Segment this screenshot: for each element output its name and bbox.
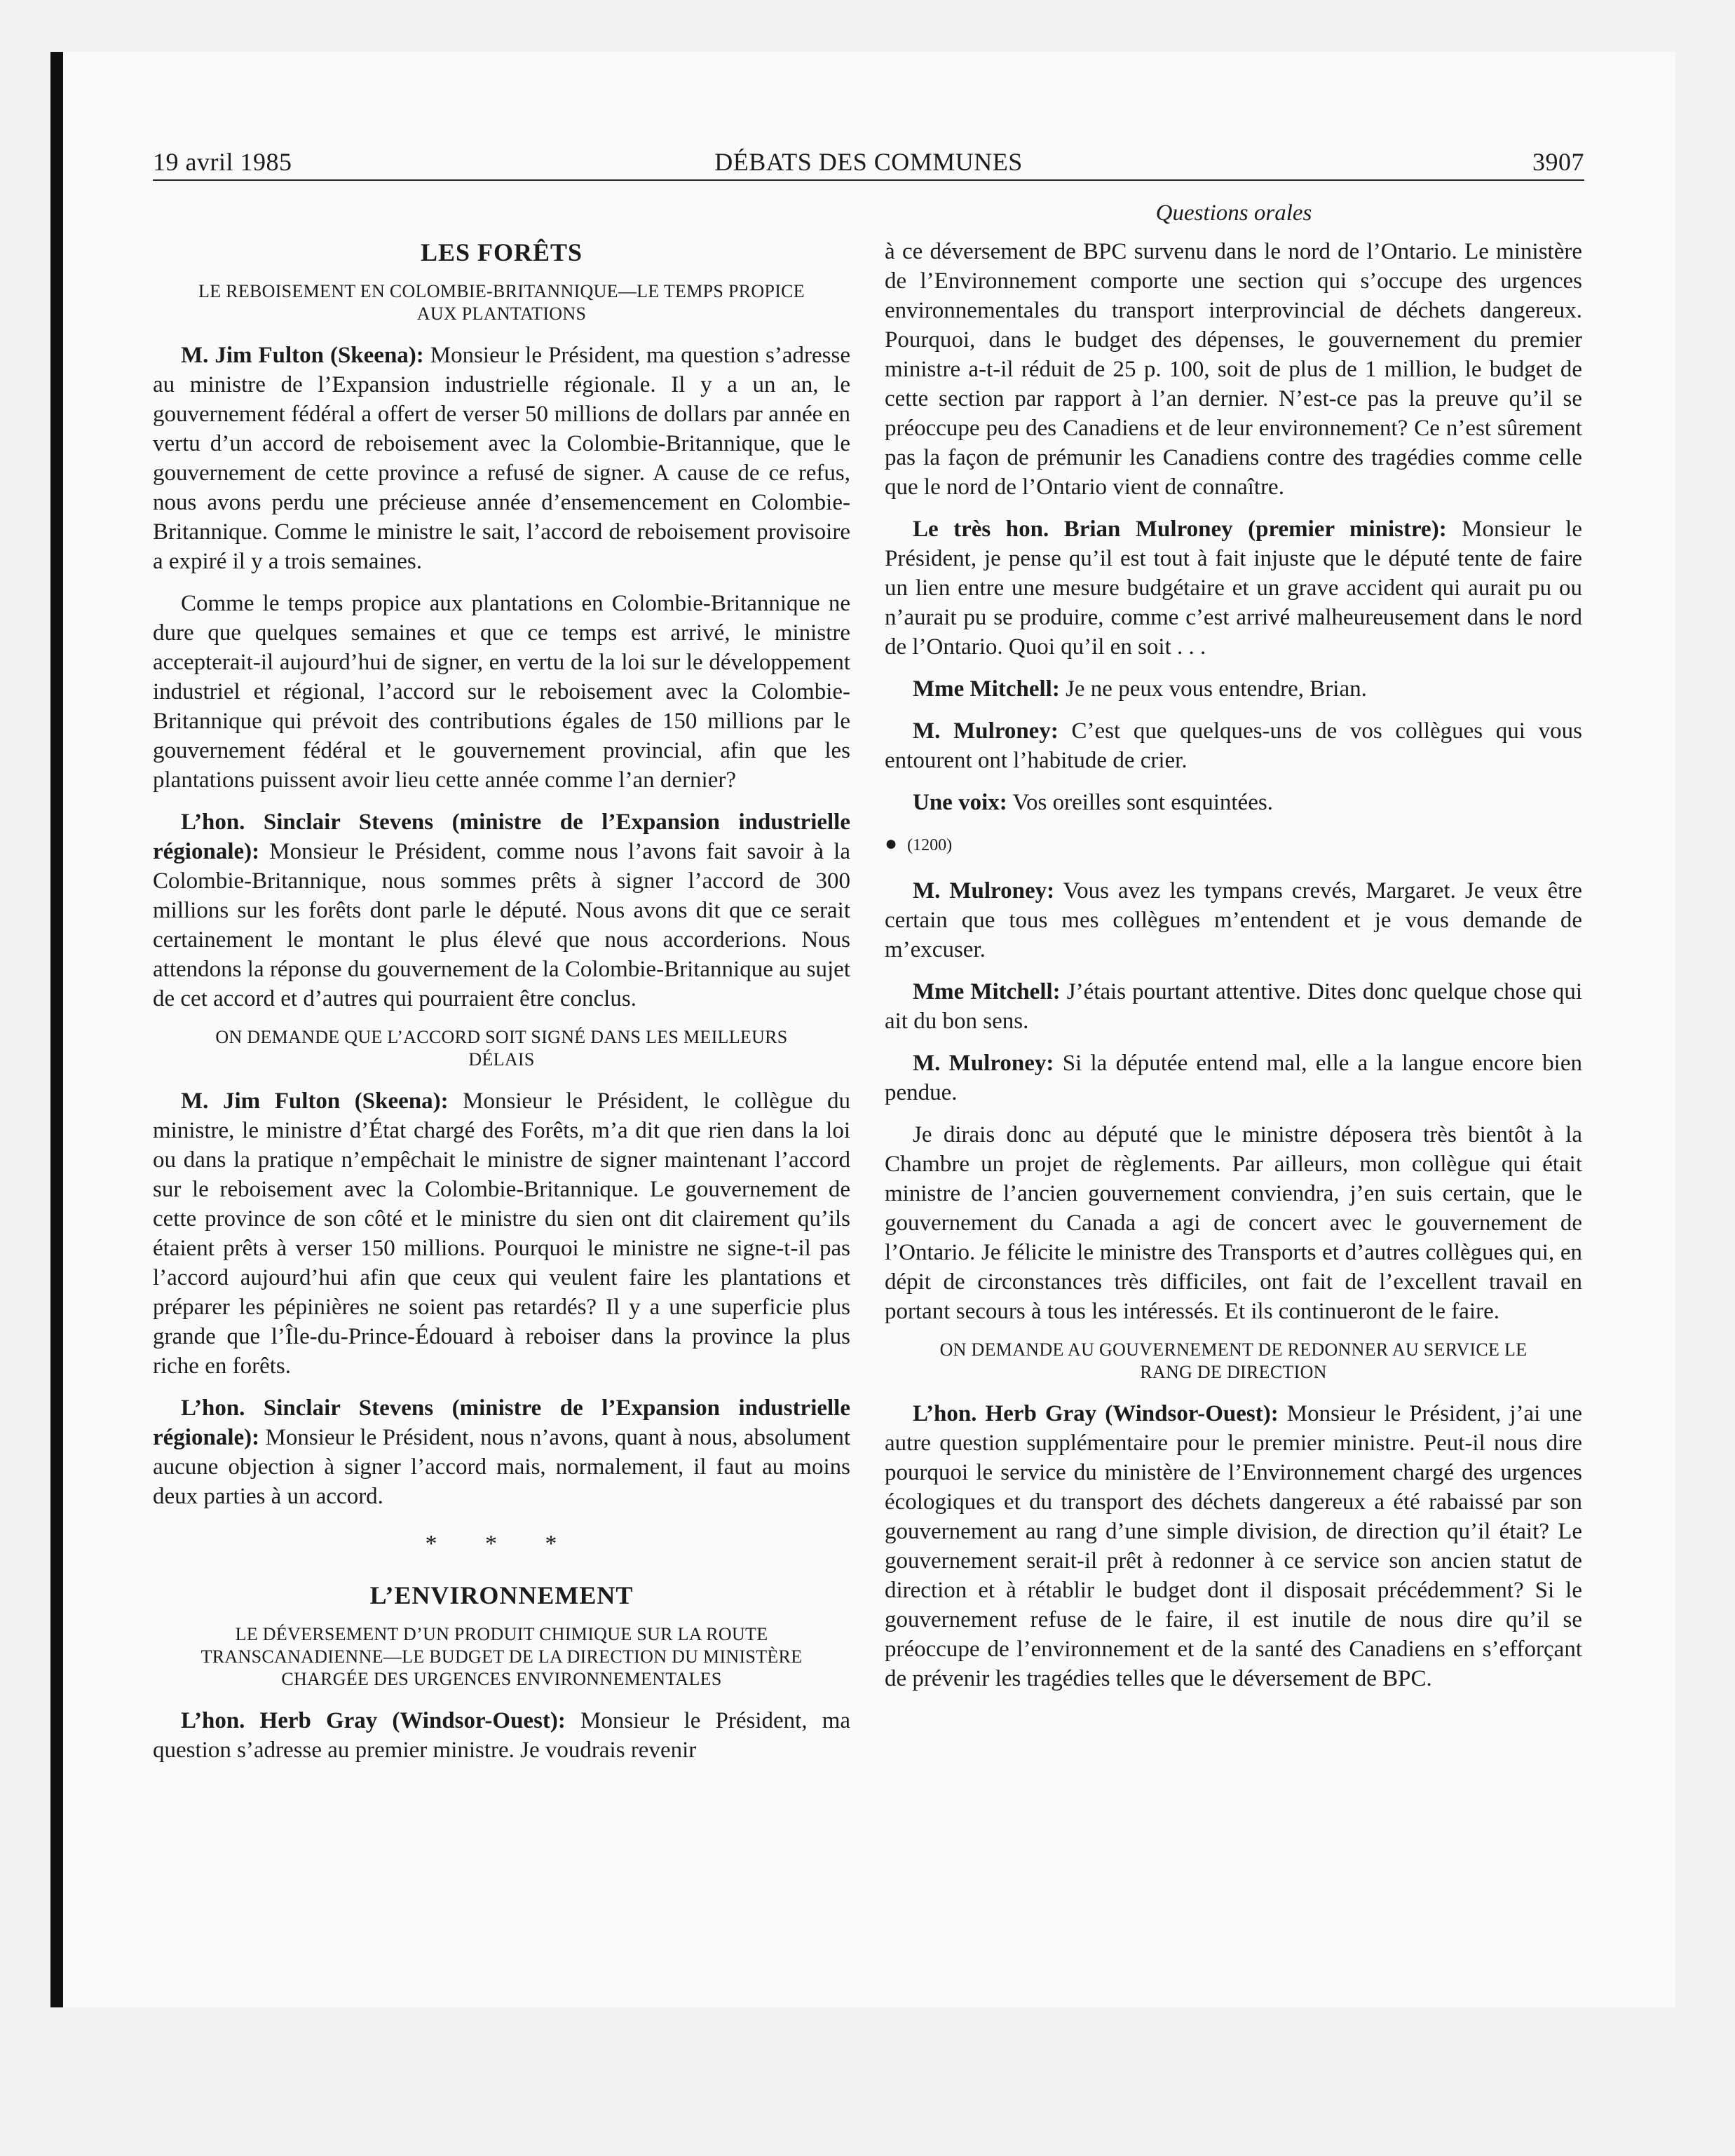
speaker-name: L’hon. Herb Gray (Windsor-Ouest): [913, 1401, 1279, 1426]
paragraph [885, 716, 1582, 775]
paragraph-text: Monsieur le Président, comme nous l’avons fait savoir à la Colombie-Britannique, nous sommes prêts à signer l’accord de 300 millions sur les forêts dont parle le député. Nous avons dit que ce serait certainement le montant le plus élevé que nous accorderions. Nous attendons la réponse du gouvernement de la Colombie-Britannique au sujet de cet accord et d’autres qui pourraient être conclus. [153, 839, 850, 1011]
speaker-name: L’hon. Sinclair Stevens (ministre de l’Expansion industrielle régionale): [153, 810, 850, 864]
speaker-name: Mme Mitchell: [913, 676, 1060, 702]
section-title-forests: LES FORÊTS [420, 238, 583, 266]
paragraph-text: Je ne peux vous entendre, Brian. [1059, 676, 1367, 702]
paragraph-text: C’est que quelques-uns de vos collègues qui vous entourent ont l’habitude de crier. [885, 718, 1582, 773]
paragraph [153, 1706, 850, 1765]
paragraph: à ce déversement de BPC survenu dans le nord de l’Ontario. Le ministère de l’Environnement comporte une section qui s’occupe des urgences environnementales du transport interprovincial de déchets dangereux. Pourquoi, dans le budget des dépenses, le gouvernement du premier ministre a-t-il réduit de 25 p. 100, soit de plus de 1 million, le budget de cette section par rapport à l’an dernier. N’est-ce pas la preuve qu’il se préoccupe peu des Canadiens et de leur environnement? Ce n’est sûrement pas la façon de prémunir les Canadiens contre des tragédies comme celle que le nord de l’Ontario vient de connaître. [885, 239, 1582, 500]
paragraph [885, 1049, 1582, 1107]
speaker-name: M. Mulroney: [913, 1051, 1054, 1076]
subheading-reforestation: LE REBOISEMENT EN COLOMBIE-BRITANNIQUE—LE TEMPS PROPICE AUX PLANTATIONS [198, 281, 805, 324]
header-date: 19 avril 1985 [153, 148, 292, 176]
speaker-name: L’hon. Herb Gray (Windsor-Ouest): [181, 1708, 566, 1733]
paragraph-text: Si la députée entend mal, elle a la langue encore bien pendue. [885, 1051, 1583, 1105]
time-marker [885, 830, 1582, 859]
right-column [885, 237, 1582, 1706]
speaker-name: M. Mulroney: [913, 878, 1055, 903]
scan-edge [50, 52, 63, 2007]
paragraph: Comme le temps propice aux plantations en Colombie-Britannique ne dure que quelques semaines et que ce temps est arrivé, le ministre accepterait-il aujourd’hui de signer, en vertu de la loi sur le développement industriel et régional, l’accord sur le reboisement avec la Colombie-Britannique qui prévoit des contributions égales de 150 millions par le gouvernement fédéral et le gouvernement provincial, afin que les plantations puissent avoir lieu cette année comme l’an dernier? [153, 591, 850, 793]
left-column [153, 237, 850, 1778]
paragraph [885, 876, 1582, 964]
paragraph [153, 807, 850, 1014]
paragraph-text: Vos oreilles sont esquintées. [1007, 790, 1273, 815]
section-title-environment: L’ENVIRONNEMENT [369, 1581, 634, 1609]
speaker-name: L’hon. Sinclair Stevens (ministre de l’Expansion industrielle régionale): [153, 1396, 850, 1450]
paragraph-text: Monsieur le Président, ma question s’adresse au premier ministre. Je voudrais revenir [153, 1708, 851, 1763]
speaker-name: M. Jim Fulton (Skeena): [181, 343, 424, 368]
paragraph-text: Monsieur le Président, nous n’avons, quant à nous, absolument aucune objection à signer l’accord mais, normalement, il faut au moins deux parties à un accord. [153, 1425, 850, 1509]
subheading-agreement: ON DEMANDE QUE L’ACCORD SOIT SIGNÉ DANS LES MEILLEURS DÉLAIS [215, 1027, 788, 1070]
speaker-name: M. Jim Fulton (Skeena): [181, 1089, 449, 1114]
subheading-chemical-spill: LE DÉVERSEMENT D’UN PRODUIT CHIMIQUE SUR LA ROUTE TRANSCANADIENNE—LE BUDGET DE LA DIRECTION DU MINISTÈRE CHARGÉE DES URGENCES ENVIRONNEMENTALES [200, 1624, 803, 1689]
paragraph-text: Monsieur le Président, je pense qu’il est tout à fait injuste que le député tente de faire un lien entre une mesure budgétaire et un grave accident qui aurait pu ou n’aurait pu se produire, comme c’est arrivé malheureusement dans le nord de l’Ontario. Quoi qu’il en soit . . . [885, 517, 1582, 660]
speaker-name: Le très hon. Brian Mulroney (premier ministre): [913, 517, 1447, 542]
paragraph [885, 788, 1582, 817]
speaker-name: M. Mulroney: [913, 718, 1059, 744]
time-marker-text: (1200) [907, 836, 953, 854]
speaker-name: Mme Mitchell: [913, 979, 1061, 1004]
paragraph [153, 1393, 850, 1511]
header-rule [153, 179, 1584, 181]
paragraph [885, 1399, 1582, 1693]
paragraph [885, 674, 1582, 704]
paragraph-text: Monsieur le Président, j’ai une autre question supplémentaire pour le premier ministre. Peut-il nous dire pourquoi le service du ministère de l’Environnement chargé des urgences écologiques et du transport des déchets dangereux a été rabaissé par son gouvernement au rang d’une simple division, de direction qu’il était? Le gouvernement serait-il prêt à redonner à ce service son ancien statut de direction et à rétablir le budget dont il disposait précédemment? Si le gouvernement refuse de le faire, il est inutile de nous dire qu’il se préoccupe de l’environnement et de la santé des Canadiens en s’efforçant de prévenir les tragédies telles que le déversement de BPC. [885, 1401, 1582, 1691]
running-head: Questions orales [1155, 200, 1312, 226]
header-publication: DÉBATS DES COMMUNES [714, 148, 1023, 176]
paragraph-text: Monsieur le Président, ma question s’adresse au ministre de l’Expansion industrielle régionale. Il y a un an, le gouvernement fédéral a offert de verser 50 millions de dollars par année en vertu d’un accord de reboisement avec la Colombie-Britannique, que le gouvernement de cette province a refusé de signer. A cause de ce refus, nous avons perdu une précieuse année d’ensemencement en Colombie-Britannique. Comme le ministre le sait, l’accord de reboisement provisoire a expiré il y a trois semaines. [153, 343, 850, 574]
page-header [153, 147, 1584, 182]
subheading-directorate: ON DEMANDE AU GOUVERNEMENT DE REDONNER AU SERVICE LE RANG DE DIRECTION [939, 1339, 1528, 1382]
header-page-number: 3907 [1532, 148, 1584, 176]
paragraph [153, 341, 850, 576]
section-separator: * * * [425, 1531, 578, 1557]
paragraph-text: Vous avez les tympans crevés, Margaret. Je veux être certain que tous mes collègues m’entendent et je vous demande de m’excuser. [885, 878, 1582, 962]
paragraph: Je dirais donc au député que le ministre déposera très bientôt à la Chambre un projet de règlements. Par ailleurs, mon collègue qui était ministre de l’ancien gouvernement conviendra, j’en suis certain, que le gouvernement du Canada a agi de concert avec le gouvernement de l’Ontario. Je félicite le ministre des Transports et d’autres collègues qui, en dépit de circonstances très difficiles, ont fait de l’excellent travail en portant secours à tous les intéressés. Et ils continueront de le faire. [885, 1122, 1582, 1324]
paragraph-text: J’étais pourtant attentive. Dites donc quelque chose qui ait du bon sens. [885, 979, 1583, 1034]
paragraph-text: Monsieur le Président, le collègue du ministre, le ministre d’État chargé des Forêts, m’a dit que rien dans la loi ou dans la pratique n’empêchait le ministre de signer maintenant l’accord sur le reboisement avec la Colombie-Britannique. Le gouvernement de cette province de son côté et le ministre du sien ont dit clairement qu’ils étaient prêts à verser 150 millions. Pourquoi le ministre ne signe-t-il pas l’accord aujourd’hui afin que ceux qui veulent faire les plantations et préparer les pépinières ne soient pas retardés? Il y a une superficie plus grande que l’Île-du-Prince-Édouard à reboiser dans la province la plus riche en forêts. [153, 1089, 850, 1379]
paragraph [885, 977, 1582, 1036]
speaker-name: Une voix: [913, 790, 1007, 815]
paragraph [153, 1086, 850, 1381]
paragraph [885, 514, 1582, 662]
bullet-icon: ● [885, 832, 898, 855]
